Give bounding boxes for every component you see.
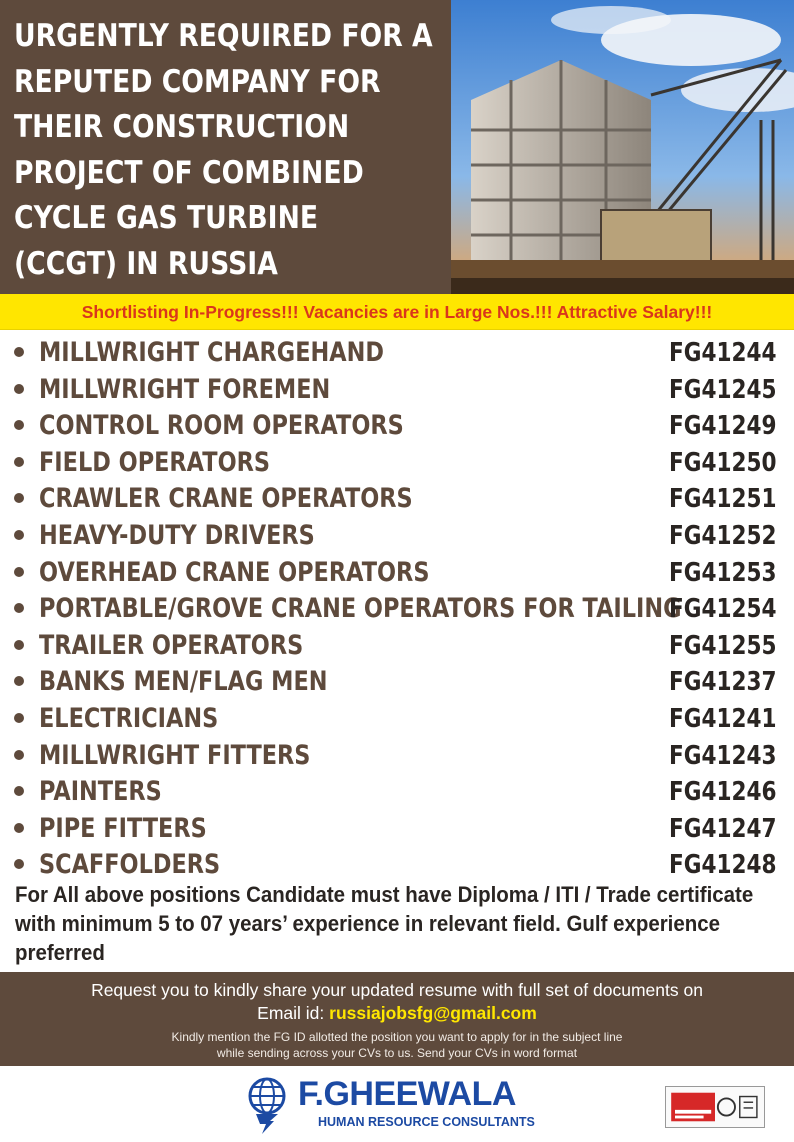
job-title: SCAFFOLDERS: [39, 849, 221, 881]
job-title: MILLWRIGHT FITTERS: [39, 739, 311, 771]
job-item: [0, 737, 794, 774]
requirements-text: [15, 880, 787, 967]
requirements-line: For All above positions Candidate must have Diploma / ITI / Trade certificate: [15, 882, 754, 907]
headline-line: REPUTED COMPANY FOR: [14, 63, 381, 100]
job-id: FG41237: [669, 667, 777, 698]
job-title: OVERHEAD CRANE OPERATORS: [39, 556, 430, 588]
job-title: PIPE FITTERS: [39, 812, 207, 844]
job-title: PORTABLE/GROVE CRANE OPERATORS FOR TAILING: [39, 593, 682, 625]
bullet-icon: [14, 823, 24, 833]
bullet-icon: [14, 676, 24, 686]
job-title: TRAILER OPERATORS: [39, 629, 304, 661]
brand-area: [0, 1066, 794, 1142]
job-title: MILLWRIGHT FOREMEN: [39, 373, 331, 405]
job-item: [0, 700, 794, 737]
subject-note: Kindly mention the FG ID allotted the position you want to apply for in the subject line: [171, 1030, 623, 1044]
job-title: MILLWRIGHT CHARGEHAND: [39, 337, 384, 368]
job-title: ELECTRICIANS: [39, 702, 219, 734]
globe-logo-icon: [244, 1074, 290, 1136]
job-item: [0, 810, 794, 847]
job-title: CRAWLER CRANE OPERATORS: [39, 483, 413, 515]
job-item: [0, 407, 794, 444]
contact-footer: [0, 972, 794, 1066]
job-item: [0, 444, 794, 481]
bullet-icon: [14, 859, 24, 869]
email-label: Email id:: [257, 1003, 330, 1023]
bullet-icon: [14, 530, 24, 540]
job-item: [0, 846, 794, 883]
brand-name: F.GHEEWALA: [298, 1075, 516, 1113]
job-id: FG41248: [669, 850, 777, 881]
bullet-icon: [14, 567, 24, 577]
shortlisting-banner: Shortlisting In-Progress!!! Vacancies are in Large Nos.!!! Attractive Salary!!!: [0, 294, 794, 330]
job-id: FG41254: [669, 594, 777, 625]
bullet-icon: [14, 457, 24, 467]
bullet-icon: [14, 493, 24, 503]
format-note: while sending across your CVs to us. Send your CVs in word format: [216, 1046, 578, 1060]
bullet-icon: [14, 713, 24, 723]
brand-subtitle: HUMAN RESOURCE CONSULTANTS: [318, 1115, 535, 1129]
job-id: FG41250: [669, 447, 777, 478]
job-id: FG41241: [669, 703, 777, 734]
bullet-icon: [14, 347, 24, 357]
headline-line: THEIR CONSTRUCTION: [14, 109, 350, 145]
job-id: FG41252: [669, 520, 777, 551]
job-id: FG41253: [669, 557, 777, 588]
headline-line: URGENTLY REQUIRED FOR A: [14, 18, 433, 54]
job-id: FG41249: [669, 411, 777, 442]
bullet-icon: [14, 603, 24, 613]
bullet-icon: [14, 750, 24, 760]
headline-line: (CCGT) IN RUSSIA: [14, 245, 278, 282]
bullet-icon: [14, 640, 24, 650]
bullet-icon: [14, 420, 24, 430]
email-link[interactable]: russiajobsfg@gmail.com: [329, 1003, 537, 1023]
job-title: HEAVY-DUTY DRIVERS: [39, 519, 315, 551]
job-item: [0, 334, 794, 371]
requirements-line: with minimum 5 to 07 years’ experience in relevant field. Gulf experience: [15, 911, 721, 936]
job-title: CONTROL ROOM OPERATORS: [39, 410, 404, 442]
header-panel: [0, 0, 794, 294]
job-list: [0, 334, 794, 883]
headline-line: CYCLE GAS TURBINE: [14, 200, 319, 236]
bullet-icon: [14, 384, 24, 394]
headline: [14, 14, 444, 287]
certification-badge-icon: [665, 1086, 765, 1128]
job-id: FG41251: [669, 484, 777, 515]
job-id: FG41246: [669, 777, 777, 808]
headline-line: PROJECT OF COMBINED: [14, 154, 364, 191]
job-id: FG41247: [669, 813, 777, 844]
job-item: [0, 554, 794, 591]
job-item: [0, 663, 794, 700]
job-title: PAINTERS: [39, 776, 162, 808]
construction-photo: [451, 0, 794, 294]
job-title: BANKS MEN/FLAG MEN: [39, 666, 328, 698]
job-item: [0, 517, 794, 554]
bullet-icon: [14, 786, 24, 796]
requirements-line: preferred: [15, 940, 105, 965]
job-item: [0, 627, 794, 664]
job-item: [0, 480, 794, 517]
job-item: [0, 590, 794, 627]
job-id: FG41243: [669, 740, 777, 771]
construction-illustration-icon: [451, 0, 794, 294]
request-text: Request you to kindly share your updated resume with full set of documents on: [91, 980, 703, 1000]
job-id: FG41244: [669, 338, 777, 368]
job-id: FG41245: [669, 374, 777, 405]
job-item: [0, 371, 794, 408]
email-line: [0, 1002, 794, 1024]
job-title: FIELD OPERATORS: [39, 446, 271, 478]
job-id: FG41255: [669, 630, 777, 661]
job-item: [0, 773, 794, 810]
